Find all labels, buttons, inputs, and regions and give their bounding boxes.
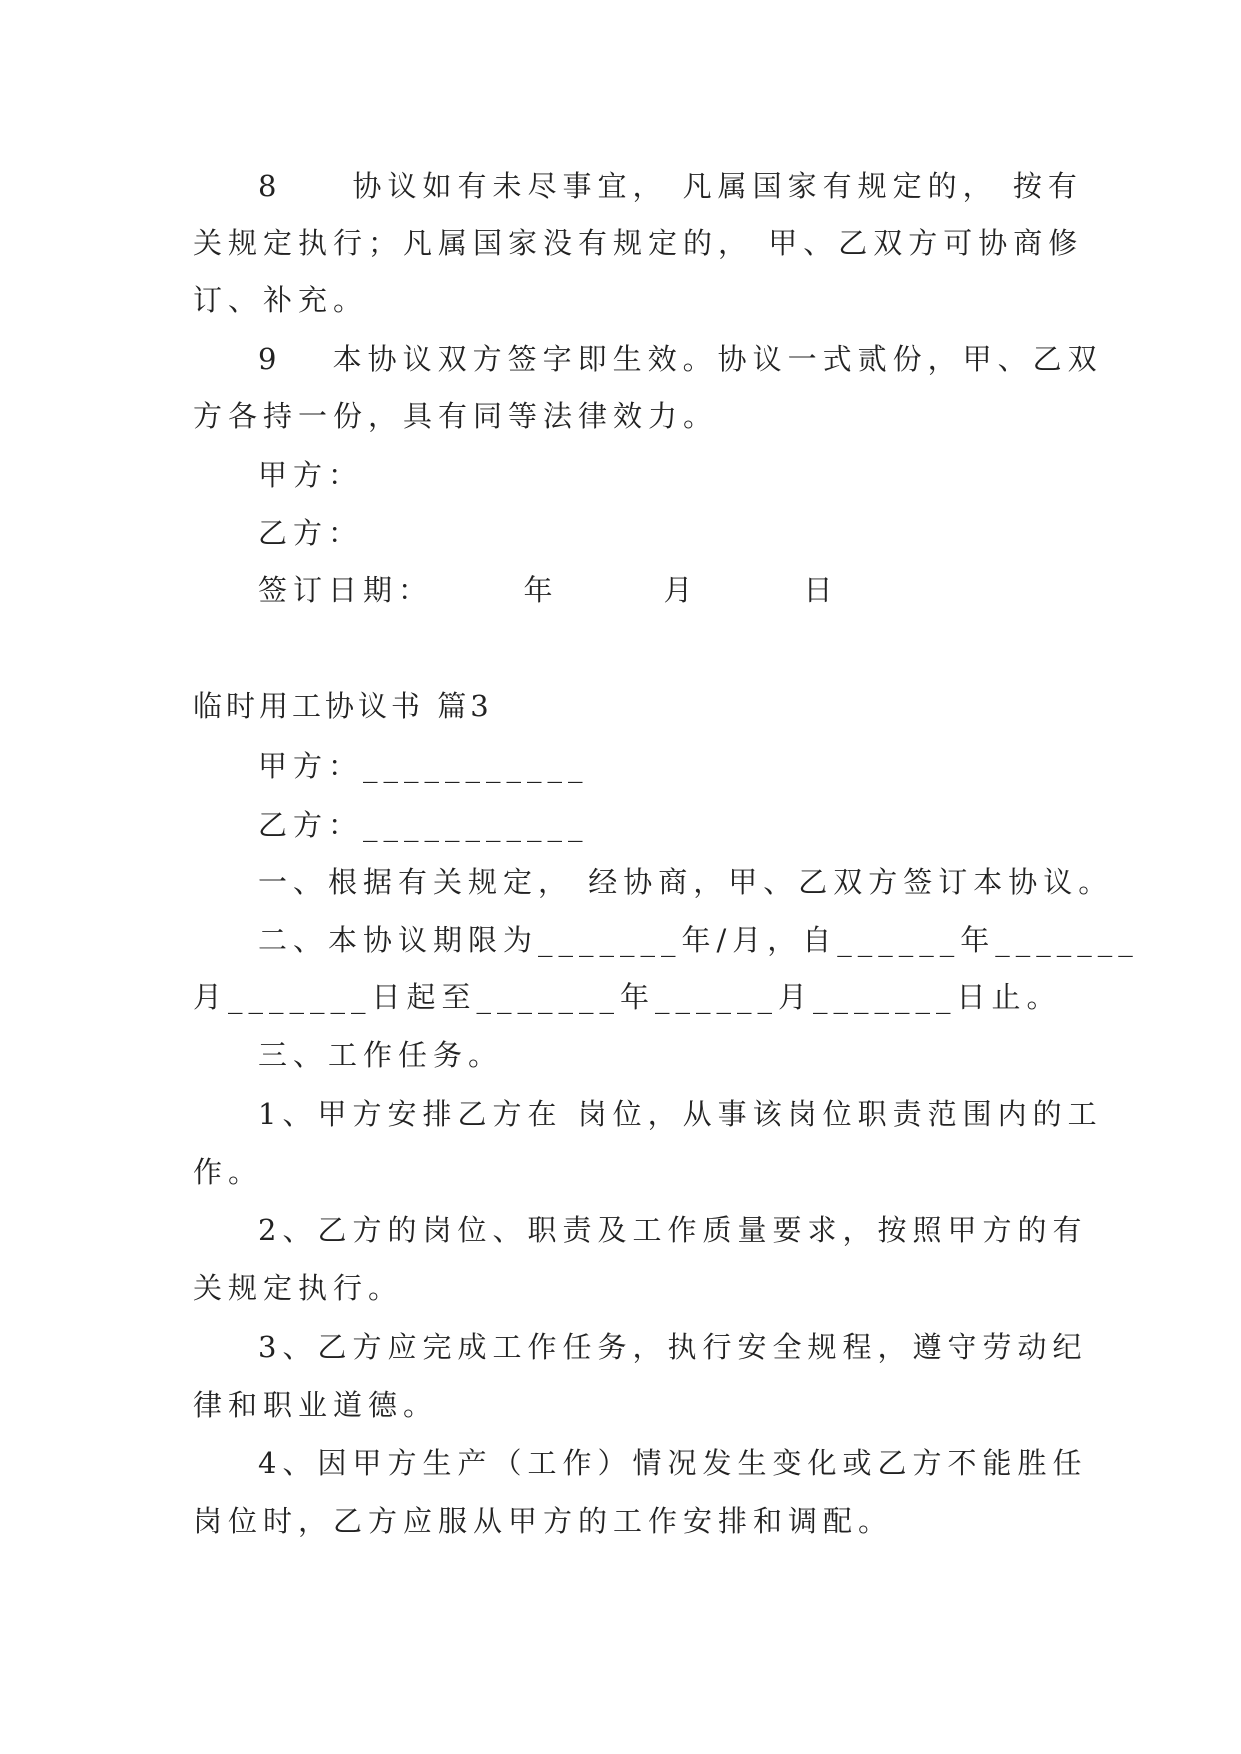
clause-8-line-3: 订、补充。 [193,283,369,317]
task-4-line-2: 岗位时，乙方应服从甲方的工作安排和调配。 [193,1504,894,1538]
article-2-line-1: 二、本协议期限为_______年/月，自______年_______ [258,923,1139,957]
party-b-field: 乙方：___________ [258,808,589,842]
task-1-line-1: 1、甲方安排乙方在 岗位，从事该岗位职责范围内的工 [258,1097,1103,1131]
clause-9-line-1: 9 本协议双方签字即生效。协议一式贰份，甲、乙双 [258,342,1103,376]
task-2-line-2: 关规定执行。 [193,1271,404,1305]
article-3-heading: 三、工作任务。 [258,1038,504,1072]
task-2-line-1: 2、乙方的岗位、职责及工作质量要求，按照甲方的有 [258,1213,1088,1247]
article-2-line-2: 月_______日起至_______年______月_______日止。 [193,980,1062,1014]
article-1: 一、根据有关规定， 经协商，甲、乙双方签订本协议。 [258,865,1114,899]
party-b-signature: 乙方： [258,516,364,550]
section-title: 临时用工协议书 篇3 [193,689,493,723]
clause-8-line-2: 关规定执行；凡属国家没有规定的， 甲、乙双方可协商修 [193,226,1084,260]
clause-8-line-1: 8 协议如有未尽事宜， 凡属国家有规定的， 按有 [258,169,1083,203]
task-3-line-2: 律和职业道德。 [193,1388,439,1422]
task-1-line-2: 作。 [193,1155,264,1189]
party-a-field: 甲方：___________ [258,749,589,783]
task-3-line-1: 3、乙方应完成工作任务，执行安全规程，遵守劳动纪 [258,1330,1088,1364]
party-a-signature: 甲方： [258,458,364,492]
signing-date: 签订日期： 年 月 日 [258,573,839,607]
task-4-line-1: 4、因甲方生产（工作）情况发生变化或乙方不能胜任 [258,1446,1088,1480]
clause-9-line-2: 方各持一份，具有同等法律效力。 [193,399,719,433]
